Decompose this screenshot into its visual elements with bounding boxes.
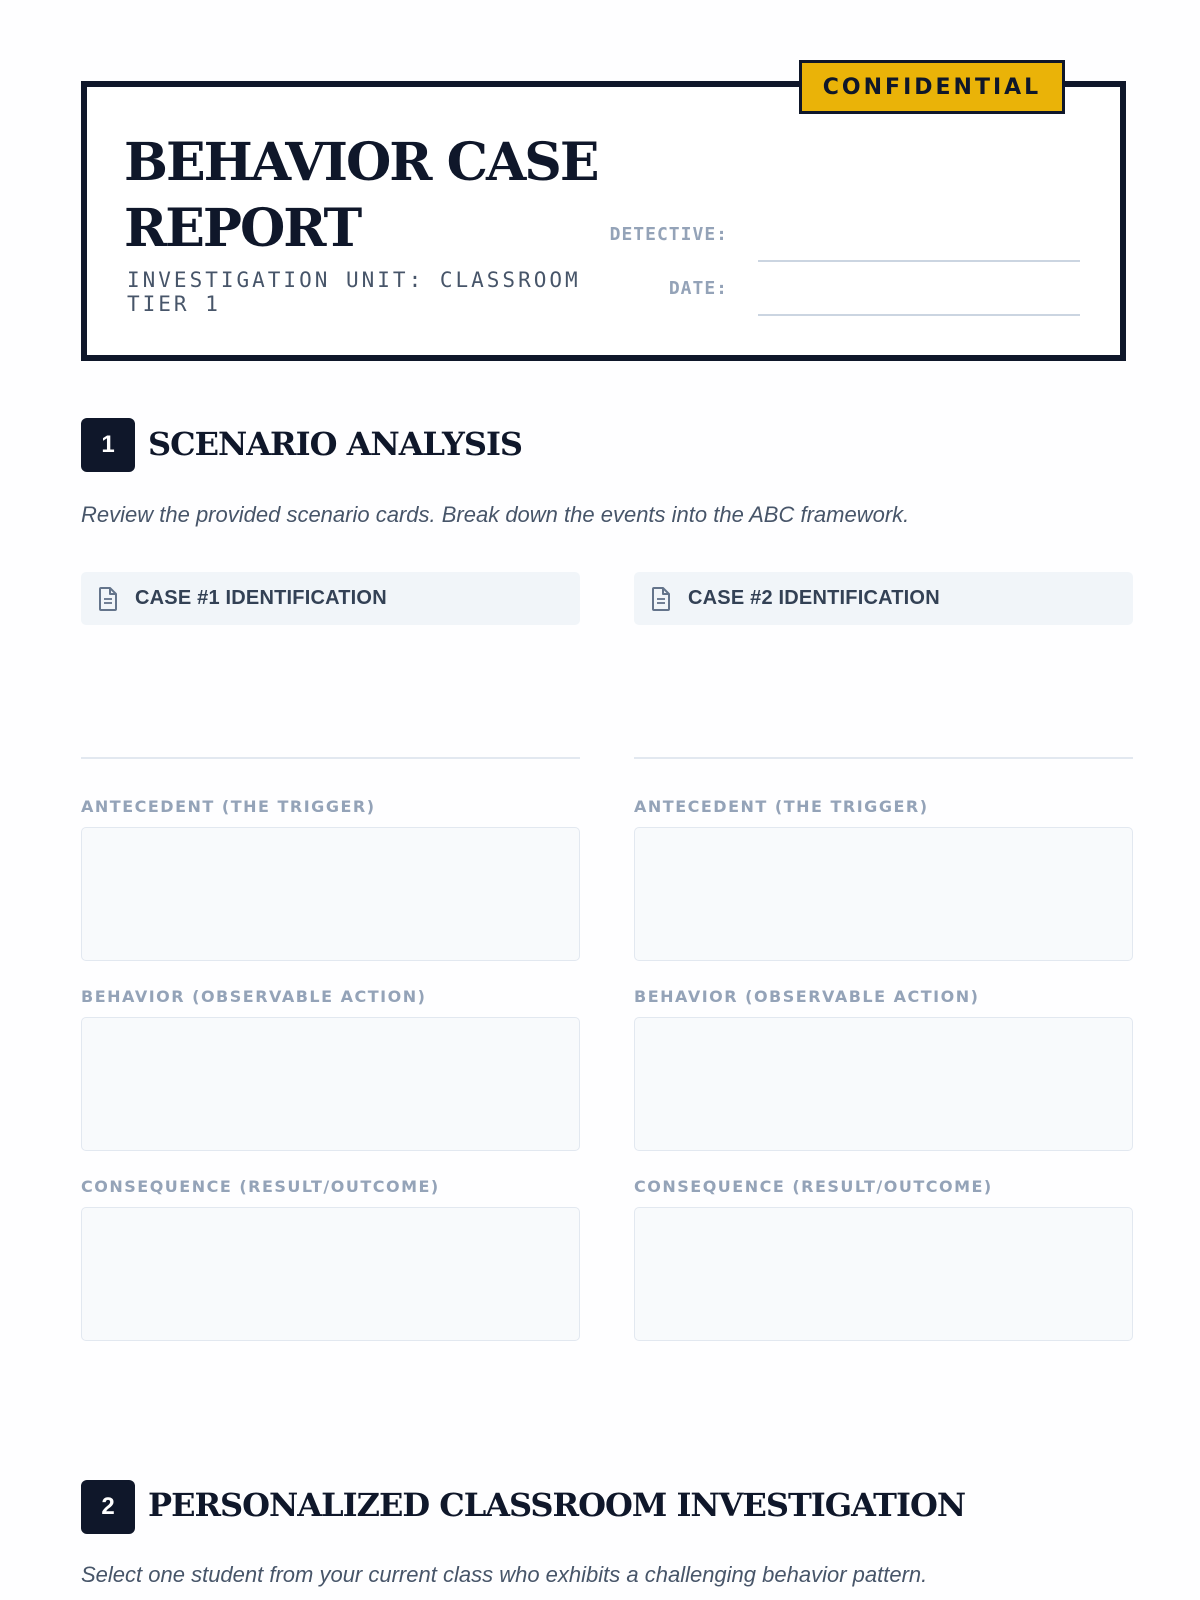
behavior-label: BEHAVIOR (OBSERVABLE ACTION) [81, 987, 427, 1006]
report-title [124, 130, 624, 262]
report-title-line2: REPORT [124, 198, 361, 259]
investigation-unit-line2: TIER 1 [127, 292, 221, 316]
section-number-badge: 2 [81, 1480, 135, 1534]
case-title: CASE #1 IDENTIFICATION [135, 587, 387, 609]
antecedent-label: ANTECEDENT (THE TRIGGER) [81, 797, 376, 816]
section-number-badge: 1 [81, 418, 135, 472]
detective-label: DETECTIVE: [609, 224, 728, 245]
investigation-unit-line1: INVESTIGATION UNIT: CLASSROOM [127, 268, 581, 292]
document-icon [650, 586, 672, 612]
behavior-label: BEHAVIOR (OBSERVABLE ACTION) [634, 987, 980, 1006]
detective-field[interactable] [758, 260, 1080, 262]
date-field[interactable] [758, 314, 1080, 316]
consequence-field[interactable] [81, 1207, 580, 1341]
case-title: CASE #2 IDENTIFICATION [688, 587, 940, 609]
case-column-2 [634, 572, 1133, 1341]
consequence-label: CONSEQUENCE (RESULT/OUTCOME) [634, 1177, 993, 1196]
consequence-label: CONSEQUENCE (RESULT/OUTCOME) [81, 1177, 440, 1196]
case-column-1 [81, 572, 580, 1341]
behavior-field[interactable] [634, 1017, 1133, 1151]
section-title-scenario-analysis: SCENARIO ANALYSIS [148, 425, 523, 463]
case-header [634, 572, 1133, 625]
antecedent-label: ANTECEDENT (THE TRIGGER) [634, 797, 929, 816]
consequence-field[interactable] [634, 1207, 1133, 1341]
confidential-badge: CONFIDENTIAL [799, 60, 1065, 114]
antecedent-field[interactable] [634, 827, 1133, 961]
section-description: Select one student from your current class who exhibits a challenging behavior pattern. [81, 1562, 928, 1587]
date-label: DATE: [668, 278, 728, 299]
document-icon [97, 586, 119, 612]
section-description: Review the provided scenario cards. Break down the events into the ABC framework. [81, 502, 910, 527]
behavior-field[interactable] [81, 1017, 580, 1151]
antecedent-field[interactable] [81, 827, 580, 961]
case-identification-field[interactable] [634, 625, 1133, 759]
section-title-personalized-investigation: PERSONALIZED CLASSROOM INVESTIGATION [148, 1486, 966, 1524]
case-identification-field[interactable] [81, 625, 580, 759]
report-title-line1: BEHAVIOR CASE [124, 132, 598, 193]
investigation-unit [127, 268, 627, 316]
case-header [81, 572, 580, 625]
